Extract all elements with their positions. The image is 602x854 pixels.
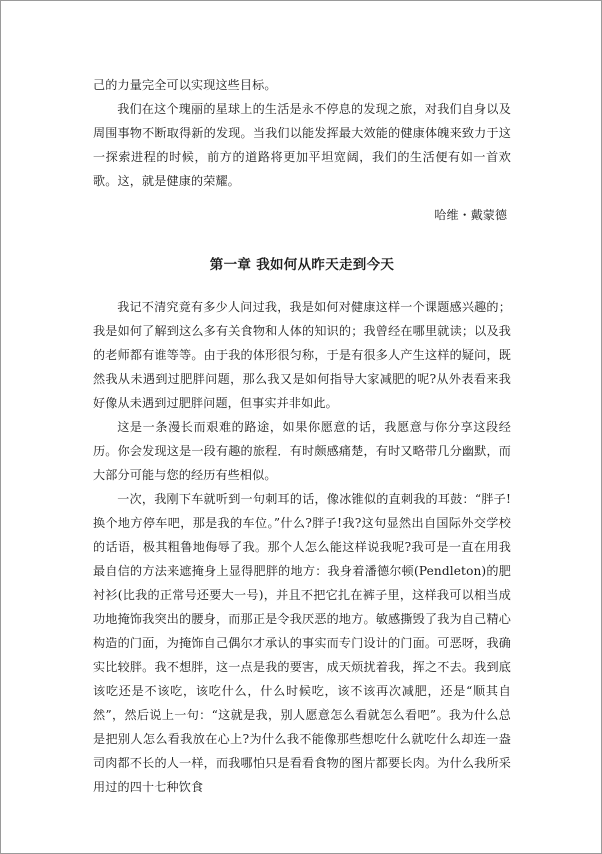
page-content — [93, 73, 511, 799]
chapter-title: 第一章 我如何从昨天走到今天 — [209, 257, 395, 273]
chapter-paragraph-2: 这是一条漫长而艰难的路途，如果你愿意的话，我愿意与你分享这段经历。你会发现这是一段有趣的旅程．有时颇感痛楚，有时又略带几分幽默，而大部分可能与您的经历有些相似。 — [93, 420, 511, 482]
intro-paragraph-2: 我们在这个瑰丽的星球上的生活是永不停息的发现之旅，对我们自身以及周围事物不断取得新的发现。当我们以能发挥最大效能的健康体魄来致力于这一探索进程的时候，前方的道路将更加平坦宽阔，我们的生活便有如一首欢歌。这，就是健康的荣耀。 — [93, 102, 511, 188]
intro-paragraph-1: 己的力量完全可以实现这些目标。 — [93, 78, 277, 92]
chapter-paragraph-3: 一次，我刚下车就听到一句刺耳的话，像冰锥似的直刺我的耳鼓：“胖子!换个地方停车吧，那是我的车位。”什么?胖子!我?这句显然出自国际外交学校的话语，极其粗鲁地侮辱了我。那个人怎么能这样说我呢?我可是一直在用我最自信的方法来遮掩身上显得肥胖的地方：我身着潘德尔顿(Pendleton)的肥衬衫(比我的正常号还要大一号)，并且不把它扎在裤子里，这样我可以相当成功地掩饰我突出的腰身，而那正是令我厌恶的地方。敏感撕毁了我为自己精心构造的门面，为掩饰自己偶尔才承认的事实而专门设计的门面。可恶呀，我确实比较胖。我不想胖，这一点是我的要害，成天烦扰着我，挥之不去。我到底该吃还是不该吃，该吃什么，什么时候吃，该不该再次减肥，还是“顺其自然”，然后说上一句：“这就是我，别人愿意怎么看就怎么看吧”。我为什么总是把别人怎么看我放在心上?为什么我不能像那些想吃什么就吃什么却连一盎司肉都不长的人一样，而我哪怕只是看看食物的图片都要长肉。为什么我所采用过的四十七种饮食 — [93, 492, 511, 794]
author-signature: 哈维・戴蒙德 — [434, 208, 507, 222]
chapter-paragraph-1: 我记不清究竟有多少人问过我，我是如何对健康这样一个课题感兴趣的；我是如何了解到这么多有关食物和人体的知识的；我曾经在哪里就读；以及我的老师都有谁等等。由于我的体形很匀称，于是有很多人产生这样的疑问，既然我从未遇到过肥胖问题，那么我又是如何指导大家减肥的呢?从外表看来我好像从未遇到过肥胖问题，但事实并非如此。 — [93, 300, 511, 410]
